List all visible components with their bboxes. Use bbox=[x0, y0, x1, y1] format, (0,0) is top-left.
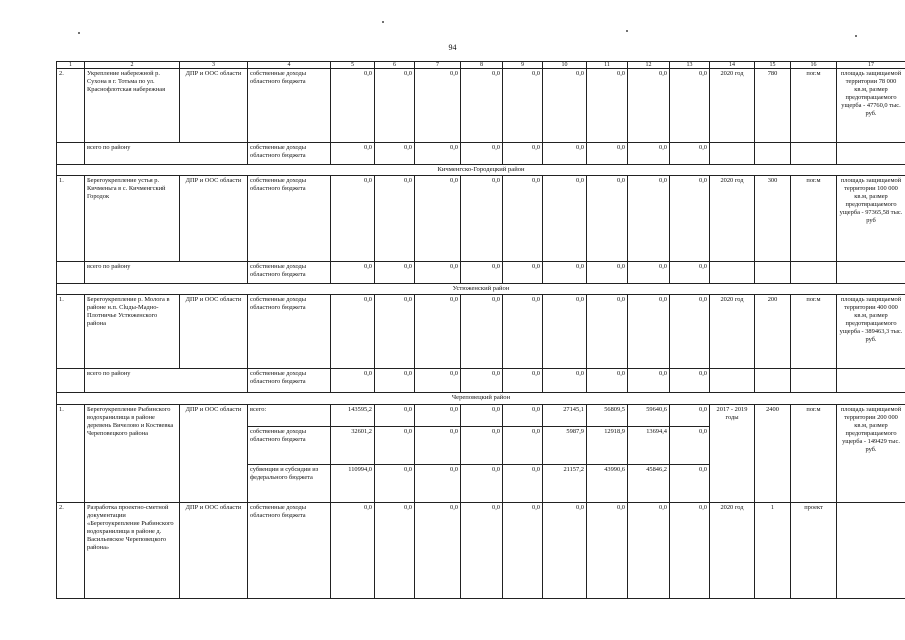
header-cell: 6 bbox=[375, 62, 415, 69]
district-total-row bbox=[57, 143, 905, 165]
value-cell: 0,0 bbox=[670, 502, 710, 598]
period: 2017 - 2019 годы bbox=[710, 404, 755, 502]
value-cell: 0,0 bbox=[543, 262, 587, 284]
executor: ДПР и ООС области bbox=[180, 502, 248, 598]
quantity: 300 bbox=[755, 176, 791, 262]
header-cell: 15 bbox=[755, 62, 791, 69]
measure-name: Укрепление набережной р. Сухона в г. Тотьма по ул. Краснофлотская набережная bbox=[85, 69, 180, 143]
funding-source: собственные доходы областного бюджета bbox=[248, 426, 331, 464]
value-cell: 0,0 bbox=[461, 143, 503, 165]
value-cell: 0,0 bbox=[375, 404, 415, 426]
funding-source: собственные доходы областного бюджета bbox=[248, 295, 331, 369]
value-cell: 0,0 bbox=[503, 404, 543, 426]
value-cell: 0,0 bbox=[587, 295, 628, 369]
value-cell: 0,0 bbox=[587, 502, 628, 598]
value-cell: 0,0 bbox=[587, 176, 628, 262]
value-cell: 0,0 bbox=[628, 69, 670, 143]
value-cell: 45846,2 bbox=[628, 464, 670, 502]
section-row bbox=[57, 393, 905, 404]
value-cell: 0,0 bbox=[461, 262, 503, 284]
scan-speck bbox=[626, 30, 628, 32]
value-cell: 0,0 bbox=[331, 262, 375, 284]
section-title: Кичменгско-Городецкий район bbox=[57, 165, 905, 176]
value-cell: 0,0 bbox=[543, 502, 587, 598]
value-cell: 0,0 bbox=[670, 262, 710, 284]
value-cell: 0,0 bbox=[670, 426, 710, 464]
value-cell: 0,0 bbox=[461, 502, 503, 598]
value-cell: 0,0 bbox=[415, 69, 461, 143]
value-cell: 0,0 bbox=[670, 176, 710, 262]
value-cell: 0,0 bbox=[415, 176, 461, 262]
executor: ДПР и ООС области bbox=[180, 404, 248, 502]
value-cell: 0,0 bbox=[503, 176, 543, 262]
unit: пог.м bbox=[791, 404, 837, 502]
value-cell: 0,0 bbox=[543, 69, 587, 143]
measure-name: Разработка проектно-сметной документации «Берегоукрепление Рыбинского водохранилища в районе д. Васильевское Череповецкого района» bbox=[85, 502, 180, 598]
header-cell: 5 bbox=[331, 62, 375, 69]
section-row bbox=[57, 284, 905, 295]
budget-table bbox=[56, 61, 905, 599]
value-cell: 0,0 bbox=[415, 404, 461, 426]
value-cell: 0,0 bbox=[415, 426, 461, 464]
effect-note: площадь защищаемой территории 200 000 кв.м, размер предотвращаемого ущерба - 149429 тыс. руб. bbox=[837, 404, 905, 502]
value-cell: 59640,6 bbox=[628, 404, 670, 426]
value-cell: 0,0 bbox=[503, 69, 543, 143]
quantity: 2400 bbox=[755, 404, 791, 502]
value-cell: 0,0 bbox=[415, 262, 461, 284]
value-cell: 0,0 bbox=[543, 369, 587, 393]
total-label: всего по району bbox=[85, 262, 248, 284]
value-cell: 0,0 bbox=[375, 502, 415, 598]
value-cell: 0,0 bbox=[375, 69, 415, 143]
total-label: всего по району bbox=[85, 143, 248, 165]
value-cell: 0,0 bbox=[331, 143, 375, 165]
value-cell: 0,0 bbox=[628, 143, 670, 165]
value-cell: 0,0 bbox=[670, 404, 710, 426]
period: 2020 год bbox=[710, 295, 755, 369]
quantity: 1 bbox=[755, 502, 791, 598]
funding-source: собственные доходы областного бюджета bbox=[248, 143, 331, 165]
header-row bbox=[57, 62, 905, 69]
value-cell: 0,0 bbox=[461, 295, 503, 369]
effect-note: площадь защищаемой территории 100 000 кв.м, размер предотвращаемого ущерба - 97365,58 тыс. руб bbox=[837, 176, 905, 262]
header-cell: 13 bbox=[670, 62, 710, 69]
value-cell: 0,0 bbox=[628, 295, 670, 369]
value-cell: 56809,5 bbox=[587, 404, 628, 426]
unit: пог.м bbox=[791, 176, 837, 262]
effect-note: площадь защищаемой территории 400 000 кв.м, размер предотвращаемого ущерба - 389463,3 тыс. руб. bbox=[837, 295, 905, 369]
value-cell: 0,0 bbox=[543, 295, 587, 369]
value-cell: 0,0 bbox=[415, 295, 461, 369]
value-cell: 0,0 bbox=[461, 404, 503, 426]
value-cell: 0,0 bbox=[670, 464, 710, 502]
value-cell: 0,0 bbox=[628, 262, 670, 284]
funding-source: собственные доходы областного бюджета bbox=[248, 262, 331, 284]
period: 2020 год bbox=[710, 502, 755, 598]
header-cell: 1 bbox=[57, 62, 85, 69]
section-title: Устюженский район bbox=[57, 284, 905, 295]
header-cell: 8 bbox=[461, 62, 503, 69]
value-cell: 0,0 bbox=[331, 176, 375, 262]
row-number: 1. bbox=[57, 295, 85, 369]
value-cell: 0,0 bbox=[670, 369, 710, 393]
value-cell: 0,0 bbox=[587, 369, 628, 393]
measure-name: Берегоукрепление Рыбинского водохранилища в районе деревень Вичелово и Костяевка Череповецкого района bbox=[85, 404, 180, 502]
scan-speck bbox=[382, 21, 384, 23]
value-cell: 5987,9 bbox=[543, 426, 587, 464]
funding-source: собственные доходы областного бюджета bbox=[248, 369, 331, 393]
unit: пог.м bbox=[791, 69, 837, 143]
table-row bbox=[57, 502, 905, 598]
district-total-row bbox=[57, 369, 905, 393]
value-cell: 32601,2 bbox=[331, 426, 375, 464]
value-cell: 0,0 bbox=[628, 369, 670, 393]
value-cell: 0,0 bbox=[375, 176, 415, 262]
value-cell: 0,0 bbox=[543, 176, 587, 262]
value-cell: 143595,2 bbox=[331, 404, 375, 426]
table-row bbox=[57, 295, 905, 369]
measure-name: Берегоукрепление устья р. Кичменьга в с. Кичменгский Городок bbox=[85, 176, 180, 262]
scan-speck bbox=[855, 35, 857, 37]
value-cell: 12918,9 bbox=[587, 426, 628, 464]
value-cell: 0,0 bbox=[503, 502, 543, 598]
header-cell: 11 bbox=[587, 62, 628, 69]
header-cell: 4 bbox=[248, 62, 331, 69]
value-cell: 0,0 bbox=[461, 426, 503, 464]
funding-source: собственные доходы областного бюджета bbox=[248, 502, 331, 598]
header-cell: 9 bbox=[503, 62, 543, 69]
value-cell: 0,0 bbox=[331, 69, 375, 143]
value-cell: 0,0 bbox=[415, 502, 461, 598]
total-label: всего по району bbox=[85, 369, 248, 393]
value-cell: 0,0 bbox=[587, 262, 628, 284]
measure-name: Берегоукрепление р. Молога в районе н.п. Сluды-Мадно-Плотничье Устюженского района bbox=[85, 295, 180, 369]
header-cell: 2 bbox=[85, 62, 180, 69]
section-title: Череповецкий район bbox=[57, 393, 905, 404]
unit: пог.м bbox=[791, 295, 837, 369]
value-cell: 0,0 bbox=[331, 502, 375, 598]
value-cell: 0,0 bbox=[461, 464, 503, 502]
value-cell: 110994,0 bbox=[331, 464, 375, 502]
value-cell: 0,0 bbox=[670, 69, 710, 143]
value-cell: 0,0 bbox=[375, 426, 415, 464]
value-cell: 0,0 bbox=[587, 143, 628, 165]
value-cell: 0,0 bbox=[587, 69, 628, 143]
period: 2020 год bbox=[710, 69, 755, 143]
row-number: 1. bbox=[57, 176, 85, 262]
district-total-row bbox=[57, 262, 905, 284]
header-cell: 7 bbox=[415, 62, 461, 69]
value-cell: 0,0 bbox=[375, 369, 415, 393]
value-cell: 0,0 bbox=[503, 295, 543, 369]
value-cell: 0,0 bbox=[670, 143, 710, 165]
funding-source: собственные доходы областного бюджета bbox=[248, 69, 331, 143]
unit: проект bbox=[791, 502, 837, 598]
effect-note: площадь защищаемой территории 78 000 кв.м, размер предотвращаемого ущерба - 47760,0 тыс. руб. bbox=[837, 69, 905, 143]
executor: ДПР и ООС области bbox=[180, 176, 248, 262]
header-cell: 16 bbox=[791, 62, 837, 69]
value-cell: 0,0 bbox=[415, 464, 461, 502]
quantity: 200 bbox=[755, 295, 791, 369]
executor: ДПР и ООС области bbox=[180, 295, 248, 369]
row-number: 2. bbox=[57, 69, 85, 143]
executor: ДПР и ООС области bbox=[180, 69, 248, 143]
period: 2020 год bbox=[710, 176, 755, 262]
header-cell: 10 bbox=[543, 62, 587, 69]
funding-source: собственные доходы областного бюджета bbox=[248, 176, 331, 262]
value-cell: 13694,4 bbox=[628, 426, 670, 464]
value-cell: 0,0 bbox=[503, 262, 543, 284]
value-cell: 0,0 bbox=[375, 295, 415, 369]
table-row bbox=[57, 69, 905, 143]
value-cell: 0,0 bbox=[628, 176, 670, 262]
value-cell: 0,0 bbox=[670, 295, 710, 369]
value-cell: 43990,6 bbox=[587, 464, 628, 502]
value-cell: 0,0 bbox=[375, 262, 415, 284]
value-cell: 0,0 bbox=[461, 369, 503, 393]
value-cell: 0,0 bbox=[628, 502, 670, 598]
value-cell: 0,0 bbox=[503, 369, 543, 393]
value-cell: 0,0 bbox=[331, 369, 375, 393]
value-cell: 0,0 bbox=[415, 369, 461, 393]
scan-speck bbox=[78, 32, 80, 34]
value-cell: 0,0 bbox=[415, 143, 461, 165]
header-cell: 12 bbox=[628, 62, 670, 69]
quantity: 780 bbox=[755, 69, 791, 143]
value-cell: 0,0 bbox=[375, 143, 415, 165]
table-row bbox=[57, 176, 905, 262]
value-cell: 0,0 bbox=[503, 464, 543, 502]
table-row bbox=[57, 404, 905, 426]
value-cell: 0,0 bbox=[543, 143, 587, 165]
header-cell: 14 bbox=[710, 62, 755, 69]
value-cell: 0,0 bbox=[503, 143, 543, 165]
funding-source: субвенции и субсидии из федерального бюджета bbox=[248, 464, 331, 502]
value-cell: 21157,2 bbox=[543, 464, 587, 502]
row-number: 2. bbox=[57, 502, 85, 598]
value-cell: 0,0 bbox=[331, 295, 375, 369]
value-cell: 0,0 bbox=[461, 176, 503, 262]
header-cell: 3 bbox=[180, 62, 248, 69]
section-row bbox=[57, 165, 905, 176]
row-number: 1. bbox=[57, 404, 85, 502]
value-cell: 0,0 bbox=[375, 464, 415, 502]
funding-source: всего: bbox=[248, 404, 331, 426]
header-cell: 17 bbox=[837, 62, 905, 69]
value-cell: 0,0 bbox=[461, 69, 503, 143]
value-cell: 27145,1 bbox=[543, 404, 587, 426]
page-number: 94 bbox=[448, 43, 457, 52]
value-cell: 0,0 bbox=[503, 426, 543, 464]
